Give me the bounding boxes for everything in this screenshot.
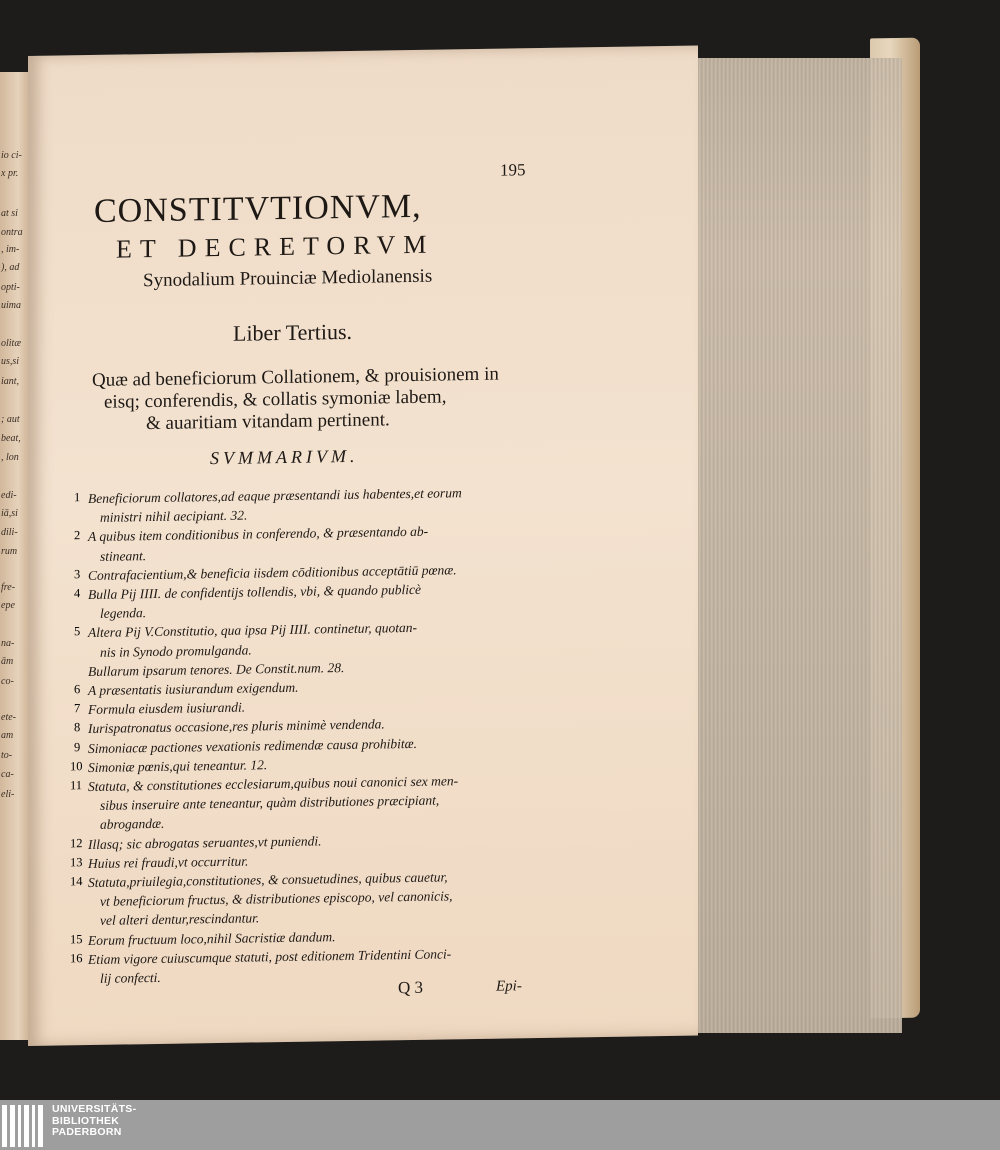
left-page-text: ca-: [1, 769, 14, 780]
entry-line: nis in Synodo promulganda.: [100, 642, 252, 660]
title-line-1: CONSTITVTIONVM,: [94, 187, 422, 230]
entry-number: 1: [74, 490, 81, 505]
left-page-text: x pr.: [1, 168, 19, 179]
signature-mark: Q 3: [398, 977, 424, 998]
left-page-text: olitæ: [1, 338, 22, 349]
entry-number: 7: [74, 701, 81, 716]
left-page-text: ontra: [1, 227, 23, 238]
left-page-text: , lon: [1, 452, 19, 463]
left-page-text: epe: [1, 600, 15, 611]
entry-line: vt beneficiorum fructus, & distributiones episcopo, vel canonicis,: [100, 888, 453, 910]
entry-number: 3: [74, 566, 81, 582]
entry-line: legenda.: [100, 605, 147, 622]
entry-line: Huius rei fraudi,vt occurritur.: [88, 853, 249, 871]
entry-line: sibus inseruire ante teneantur, quàm distributiones præcipiant,: [100, 792, 440, 814]
entry-line: Eorum fructuum loco,nihil Sacristiæ dandum.: [88, 928, 336, 948]
catchword: Epi-: [496, 978, 522, 995]
intro-line-2: eisq; conferendis, & collatis symoniæ labem,: [104, 386, 447, 413]
left-page-text: iant,: [1, 376, 20, 387]
entry-line: Formula eiusdem iusiurandi.: [88, 699, 246, 718]
entry-line: lij confecti.: [100, 969, 161, 986]
left-page-text: ; aut: [1, 414, 20, 425]
entry-line: Statuta,priuilegia,constitutiones, & consuetudines, quibus cauetur,: [88, 869, 448, 891]
left-page-text: dili-: [1, 527, 18, 538]
left-page-text: na-: [1, 638, 15, 649]
page-block-shade: [688, 58, 902, 1033]
entry-line: abrogandæ.: [100, 816, 165, 833]
left-page-text: rum: [1, 546, 18, 557]
summarium-heading: SVMMARIVM.: [210, 445, 359, 469]
entry-line: A quibus item conditionibus in conferendo, & præsentando ab-: [88, 524, 429, 545]
library-footer: [0, 1100, 1000, 1150]
library-name-line-2: BIBLIOTHEK: [52, 1114, 120, 1127]
entry-number: 2: [74, 528, 81, 543]
entry-number: 10: [70, 758, 83, 774]
entry-number: 5: [74, 624, 81, 639]
entry-number: 16: [70, 950, 83, 966]
left-page-text: ete-: [1, 712, 16, 723]
left-page-text: opti-: [1, 282, 20, 293]
entry-line: Etiam vigore cuiuscumque statuti, post editionem Tridentini Conci-: [88, 946, 452, 967]
library-name: [52, 1104, 136, 1139]
entry-number: 15: [70, 931, 83, 946]
entry-number: 13: [70, 854, 83, 870]
entry-line: A præsentatis iusiurandum exigendum.: [88, 679, 299, 699]
entry-line: Altera Pij V.Constitutio, qua ipsa Pij IIII. continetur, quotan-: [88, 620, 417, 641]
entry-line: ministri nihil aecipiant. 32.: [100, 507, 248, 526]
left-page-text: at si: [1, 208, 18, 219]
entry-line: Illasq; sic abrogatas seruantes,vt puniendi.: [88, 832, 322, 852]
library-name-line-1: UNIVERSITÄTS-: [52, 1103, 137, 1115]
left-page-text: io ci-: [1, 150, 22, 161]
left-page-text: co-: [1, 676, 14, 687]
entry-line: Bullarum ipsarum tenores. De Constit.num. 28.: [88, 659, 345, 679]
entry-number: 12: [70, 835, 83, 850]
entry-number: 4: [74, 586, 81, 601]
left-page-text: edi-: [1, 490, 17, 501]
left-page-text: fre-: [1, 582, 16, 593]
entry-line: Statuta, & constitutiones ecclesiarum,quibus noui canonici sex men-: [88, 773, 459, 795]
page-number: 195: [500, 160, 526, 180]
entry-line: Beneficiorum collatores,ad eaque præsentandi ius habentes,et eorum: [88, 485, 462, 507]
entry-number: 8: [74, 720, 81, 735]
entry-line: vel alteri dentur,rescindantur.: [100, 910, 260, 929]
left-page-text: am: [1, 730, 14, 741]
left-page-text: beat,: [1, 433, 21, 444]
title-line-3: Synodalium Prouinciæ Mediolanensis: [143, 265, 433, 292]
entry-number: 14: [70, 874, 83, 889]
book-heading: Liber Tertius.: [233, 318, 353, 346]
library-logo-icon: [2, 1105, 46, 1147]
left-page-text: ām: [1, 656, 14, 667]
left-page-text: to-: [1, 750, 13, 761]
left-page-text: eli-: [1, 789, 15, 800]
book-page: [28, 45, 698, 1046]
entry-line: Bulla Pij IIII. de confidentijs tollendis, vbi, & quando publicè: [88, 581, 421, 603]
entry-number: 6: [74, 682, 81, 697]
intro-line-3: & auaritiam vitandam pertinent.: [146, 409, 390, 435]
entry-number: 11: [70, 778, 83, 793]
entry-number: 9: [74, 739, 81, 754]
entry-line: Iurispatronatus occasione,res pluris minimè vendenda.: [88, 716, 385, 737]
entry-line: Simoniacæ pactiones vexationis redimendæ causa prohibitæ.: [88, 735, 417, 756]
entry-line: stineant.: [100, 547, 147, 564]
left-page-text: uima: [1, 300, 21, 311]
left-page-text: iā,si: [1, 508, 18, 519]
library-name-line-3: PADERBORN: [52, 1126, 122, 1138]
entry-line: Simoniæ pœnis,qui teneantur. 12.: [88, 757, 268, 775]
title-line-2: ET DECRETORVM: [116, 229, 435, 264]
left-page-text: , im-: [1, 244, 20, 255]
intro-line-1: Quæ ad beneficiorum Collationem, & prouisionem in: [92, 363, 499, 391]
left-page-text: ), ad: [1, 262, 20, 273]
left-page-text: us,si: [1, 356, 20, 367]
entry-line: Contrafacientium,& beneficia iisdem cōditionibus acceptātiū pœnæ.: [88, 562, 457, 583]
